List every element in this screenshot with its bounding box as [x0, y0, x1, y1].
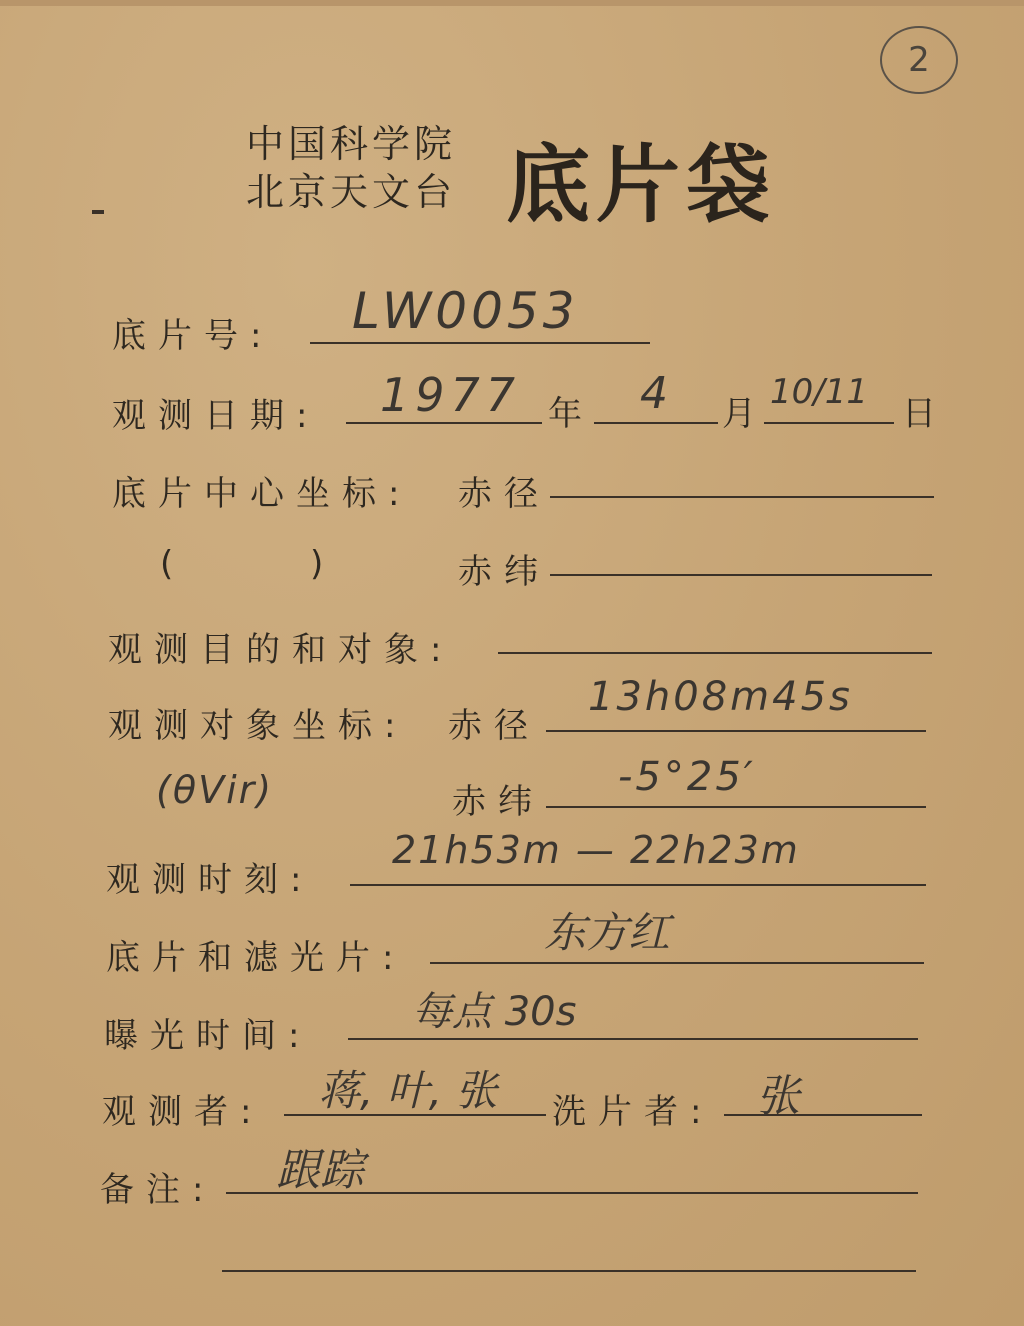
- target-name: (θVir): [156, 768, 274, 812]
- plate-center-label: 底片中心坐标:: [112, 474, 412, 514]
- exposure-label: 曝光时间:: [104, 1016, 312, 1056]
- corner-number: 2: [908, 40, 930, 80]
- developer-value: 张: [756, 1071, 800, 1122]
- plate-no-line: [310, 342, 650, 344]
- developer-line: [724, 1114, 922, 1116]
- plate-center-dec-label: 赤纬: [458, 552, 550, 592]
- target-ra-line: [546, 730, 926, 732]
- target-dec-value: -5°25′: [618, 754, 756, 800]
- paren-close: ): [310, 544, 336, 584]
- paren-open: (: [160, 544, 186, 584]
- month-value: 4: [640, 368, 668, 419]
- day-unit: 日: [902, 394, 948, 434]
- obs-time-line: [350, 884, 926, 886]
- plate-filter-line: [430, 962, 924, 964]
- purpose-label: 观测目的和对象:: [108, 630, 454, 670]
- obs-date-label: 观测日期:: [112, 396, 320, 436]
- month-line: [594, 422, 718, 424]
- corner-number-circle: [880, 26, 958, 94]
- notes-extra-line: [222, 1270, 916, 1272]
- envelope-top-edge: [0, 0, 1024, 6]
- year-value: 1977: [380, 368, 522, 422]
- exposure-value: 每点 30s: [412, 989, 577, 1035]
- obs-time-value: 21h53m — 22h23m: [392, 828, 800, 872]
- org-line-2: 北京天文台: [246, 170, 457, 214]
- year-line: [346, 422, 542, 424]
- plate-center-dec-line: [550, 574, 932, 576]
- observer-label: 观测者:: [102, 1092, 264, 1132]
- ink-mark: [92, 210, 104, 214]
- purpose-line: [498, 652, 932, 654]
- target-ra-label: 赤径: [448, 706, 540, 746]
- org-name: [246, 120, 456, 216]
- observer-value: 蒋, 叶, 张: [318, 1066, 498, 1115]
- target-dec-label: 赤纬: [452, 782, 544, 822]
- year-unit: 年: [548, 394, 594, 434]
- plate-filter-value: 东方红: [544, 908, 671, 957]
- exposure-line: [348, 1038, 918, 1040]
- plate-filter-label: 底片和滤光片:: [106, 938, 406, 978]
- day-value: 10/11: [770, 372, 868, 412]
- notes-value: 跟踪: [276, 1145, 364, 1196]
- day-line: [764, 422, 894, 424]
- developer-label: 洗片者:: [552, 1092, 714, 1132]
- plate-no-label: 底片号:: [112, 316, 274, 356]
- notes-label: 备注:: [100, 1170, 216, 1210]
- envelope-title: 底片袋: [506, 135, 777, 234]
- target-dec-line: [546, 806, 926, 808]
- month-unit: 月: [722, 394, 768, 434]
- org-line-1: 中国科学院: [246, 122, 457, 166]
- plate-center-ra-line: [550, 496, 934, 498]
- target-ra-value: 13h08m45s: [588, 674, 853, 720]
- obs-time-label: 观测时刻:: [106, 860, 314, 900]
- plate-center-ra-label: 赤径: [458, 474, 550, 514]
- target-coord-label: 观测对象坐标:: [108, 706, 408, 746]
- plate-no-value: LW0053: [352, 282, 579, 340]
